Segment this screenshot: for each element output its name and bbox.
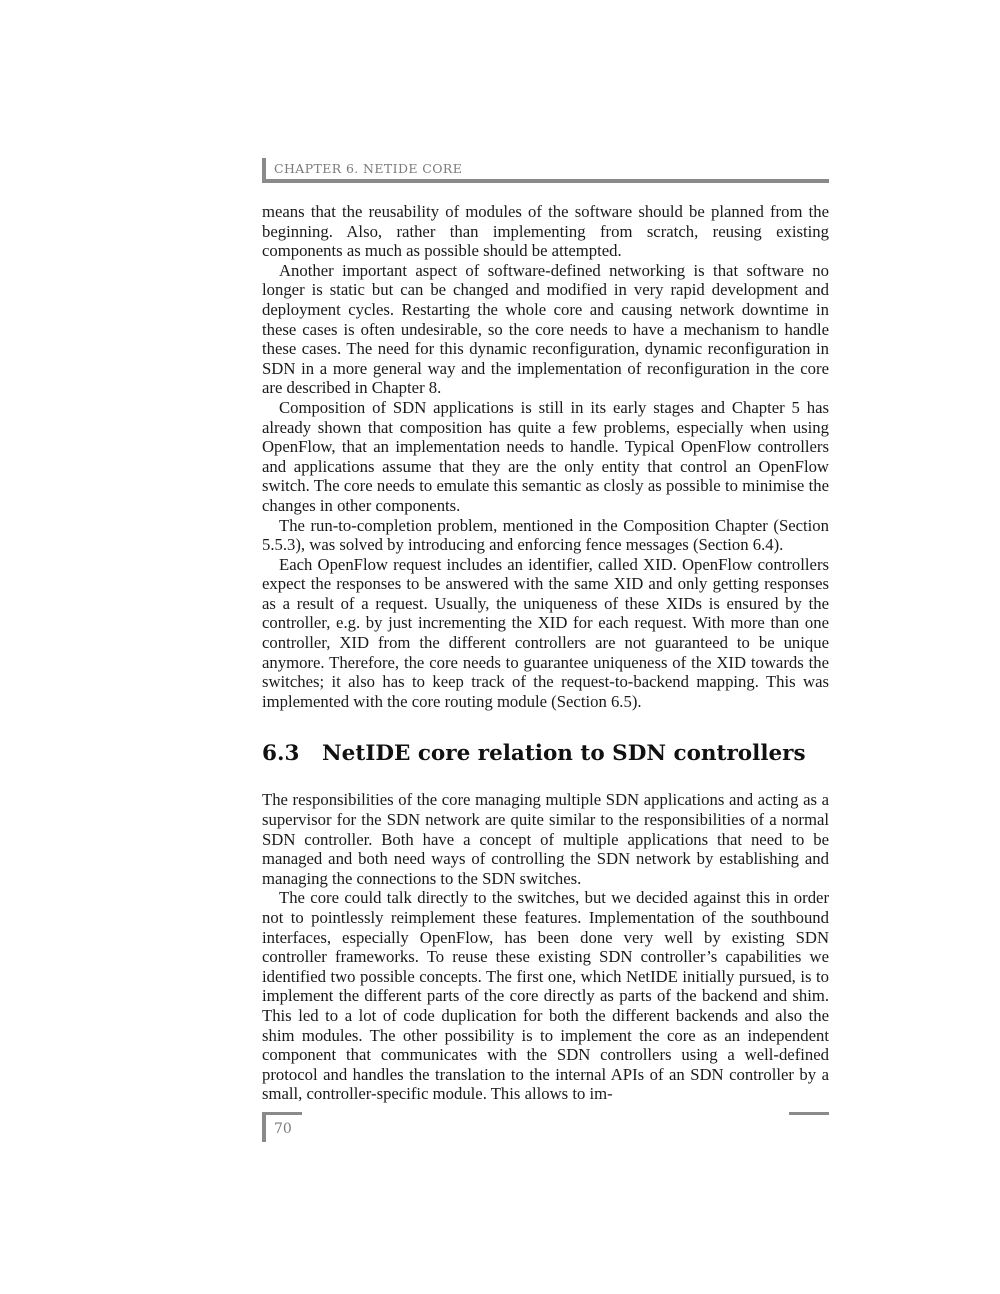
paragraph: The core could talk directly to the switches, but we decided against this in order not to pointlessly reimplement these features. Implementation of the southbound interfaces, especially OpenFlow, has been done very well by existing SDN controller frameworks. To reuse these existing SDN controller’s capabilities we identified two possible concepts. The first one, which NetIDE initially pursued, is to implement the different parts of the core directly as parts of the backend and shim. This led to a lot of code duplication for both the different backends and also the shim modules. The other possibility is to implement the core as an independent component that communicates with the SDN controllers using a well-defined protocol and handles the translation to the internal APIs of an SDN controller by a small, controller-specific module. This allows to im-: [262, 888, 829, 1104]
running-title: CHAPTER 6. NETIDE CORE: [274, 161, 463, 176]
paragraph: Another important aspect of software-defined networking is that software no longer is static but can be changed and modified in very rapid development and deployment cycles. Restarting the whole core and causing network downtime in these cases is often undesirable, so the core needs to have a mechanism to handle these cases. The need for this dynamic reconfiguration, dynamic reconfiguration in SDN in a more general way and the implementation of reconfiguration in the core are described in Chapter 8.: [262, 260, 829, 398]
header-rule: [262, 179, 829, 183]
paragraph: means that the reusability of modules of the software should be planned from the beginning. Also, rather than implementing from scratch, reusing existing components as much as possible should be attempted.: [262, 202, 829, 261]
section-heading: [262, 741, 829, 767]
footer-vertical-rule: [262, 1112, 266, 1142]
body-text: [262, 202, 829, 1104]
page-number: 70: [274, 1121, 292, 1137]
paragraph: Each OpenFlow request includes an identifier, called XID. OpenFlow controllers expect the responses to be answered with the same XID and only getting responses as a result of a request. Usually, the uniqueness of these XIDs is ensured by the controller, e.g. by just incrementing the XID for each request. With more than one controller, XID from the different controllers are not guaranteed to be unique anymore. Therefore, the core needs to guarantee uniqueness of the XID towards the switches; it also has to keep track of the request-to-backend mapping. This was implemented with the core routing module (Section 6.5).: [262, 554, 829, 711]
running-header: [262, 155, 829, 182]
paragraph: Composition of SDN applications is still in its early stages and Chapter 5 has already shown that composition has quite a few problems, especially when using OpenFlow, that an implementation needs to handle. Typical OpenFlow controllers and applications assume that they are the only entity that control an OpenFlow switch. The core needs to emulate this semantic as closly as possible to minimise the changes in other components.: [262, 397, 829, 515]
section-number: 6.3: [262, 741, 300, 767]
paragraph: The responsibilities of the core managing multiple SDN applications and acting as a supervisor for the SDN network are quite similar to the responsibilities of a normal SDN controller. Both have a concept of multiple applications that need to be managed and both need ways of controlling the SDN network by establishing and managing the connections to the SDN switches.: [262, 790, 829, 888]
footer-rule-right: [789, 1112, 829, 1115]
section-title: NetIDE core relation to SDN controllers: [322, 741, 806, 767]
footer-rule-left: [262, 1112, 302, 1115]
paragraph: The run-to-completion problem, mentioned in the Composition Chapter (Section 5.5.3), was solved by introducing and enforcing fence messages (Section 6.4).: [262, 515, 829, 555]
page-content: [262, 155, 829, 1104]
page-footer: [262, 1110, 829, 1144]
